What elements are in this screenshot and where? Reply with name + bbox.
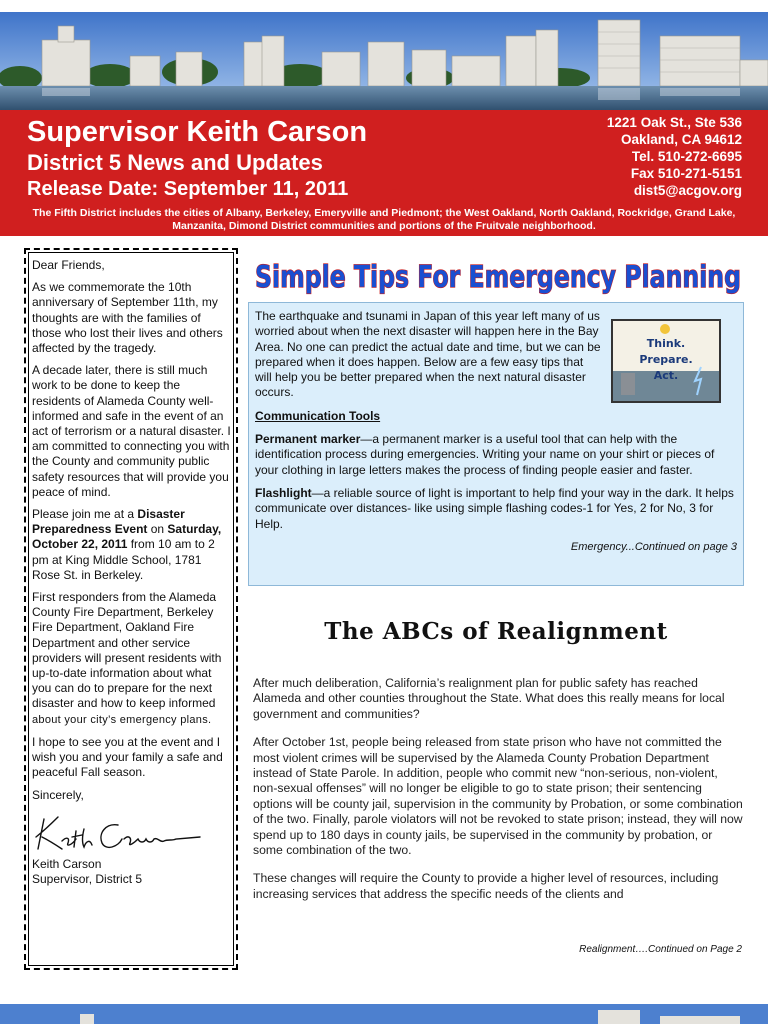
letter-greeting: Dear Friends, [32, 258, 105, 272]
tip-flashlight [255, 486, 737, 532]
contact-email[interactable]: dist5@acgov.org [633, 183, 742, 198]
contact-address-line2: Oakland, CA 94612 [620, 132, 742, 147]
letter-text: First responders from the Alameda County Fire Department, Berkeley Fire Department, Oakland Fire Department and other service providers will present residents with up-to-date information about what you can do to prepare for the next disaster and how to keep informed [32, 590, 222, 711]
letter-paragraph: As we commemorate the 10th anniversary of September 11th, my thoughts are with the families of those who lost their lives and others affected by the tragedy. [32, 280, 223, 356]
tip-permanent-marker [255, 432, 737, 478]
image-caption: Think. [646, 337, 686, 350]
event-date: Saturday, October 22, 2011 [32, 522, 222, 552]
tip-text: —a permanent marker is a useful tool that can help with the identification process during emergencies. Writing your name on your shirt or pieces of your clothing in large letters makes the process of finding people easier and faster. [255, 432, 715, 477]
district-description: The Fifth District includes the cities of Albany, Berkeley, Emeryville and Piedmont; the West Oakland, North Oakland, Rockridge, Grand Lake, Manzanita, Dimond District communities and portions of the Fruitvale neighborhood. [32, 207, 736, 232]
newsletter-subtitle: District 5 News and Updates [27, 150, 323, 175]
tip-label: Permanent marker [255, 432, 361, 447]
contact-address-line1: 1221 Oak St., Ste 536 [606, 115, 742, 130]
tips-title [252, 250, 744, 298]
letter-closing: Sincerely, [32, 787, 84, 802]
letter-paragraph: I hope to see you at the event and I wish you and your family a safe and peaceful Fall season. [32, 734, 223, 780]
signer-name: Keith Carson [32, 856, 102, 871]
supervisor-letter [24, 248, 238, 970]
realignment-article [253, 676, 743, 915]
letter-event-paragraph [32, 507, 231, 583]
contact-fax: Fax 510-271-5151 [630, 166, 742, 181]
letter-text: on [147, 522, 168, 537]
newsletter-title: Supervisor Keith Carson [27, 116, 368, 148]
contact-phone: Tel. 510-272-6695 [631, 149, 742, 164]
image-caption: Act. [653, 369, 679, 382]
tip-text: —a reliable source of light is important to help find your way in the dark. It helps communicate over distances- like using simple flashing codes-1 for Yes, 2 for No, 3 for Help. [255, 485, 734, 531]
realignment-title: The ABCs of Realignment [324, 618, 668, 645]
tips-title-text: Simple Tips For Emergency Planning [255, 260, 741, 295]
header-bar [0, 110, 768, 236]
letter-text-small: about your city’s emergency plans. [32, 713, 212, 726]
contact-block [607, 114, 742, 199]
tips-continued-link[interactable]: Emergency...Continued on page 3 [570, 540, 737, 553]
letter-text: Please join me at a [32, 507, 138, 522]
article-paragraph: After October 1st, people being released from state prison who have not committed the most violent crimes will be supervised by the Alameda County Probation Department instead of State Parole. In addition, people who commit new “non-serious, non-violent, non-sexual offenses” will no longer be eligible to go to state prison; their sentencing options will be county jail, supervision in the community by Probation, or some combination of the two. Finally, parole violators will not be revoked to state prison; instead, they will now spend up to 180 days in county jails, be supervised in the community by probation, or some combination of the two. [253, 735, 743, 858]
letter-paragraph [32, 590, 231, 728]
article-paragraph: These changes will require the County to provide a higher level of resources, including increasing services that address the specific needs of the clients and [253, 871, 719, 901]
signer-title: Supervisor, District 5 [32, 871, 143, 886]
release-date: Release Date: September 11, 2011 [27, 178, 349, 200]
skyline-banner-bottom [0, 1004, 768, 1024]
realignment-continued-link[interactable]: Realignment….Continued on Page 2 [579, 944, 742, 955]
article-paragraph: After much deliberation, California’s realignment plan for public safety has reached Alameda and other counties throughout the State. What does this really means for local government and communities? [253, 676, 725, 721]
tips-intro: The earthquake and tsunami in Japan of this year left many of us worried about when the next disaster will happen here in the Bay Area. No one can predict the actual date and time, but we can be prepared when it does happen. Below are a few easy tips that will help you be better prepared when the next natural disaster occurs. [255, 309, 601, 400]
event-name: Disaster Preparedness Event [32, 507, 185, 537]
skyline-banner-top [0, 12, 768, 110]
letter-text: from 10 am to 2 pm at King Middle School, 1781 Rose St. in Berkeley. [32, 537, 215, 582]
letter-paragraph: A decade later, there is still much work to be done to keep the residents of Alameda County well-informed and safe in the event of an act of terrorism or a natural disaster. I am committed to connecting you with the County and community public safety resources that will provide you peace of mind. [32, 363, 231, 499]
image-caption: Prepare. [639, 353, 693, 366]
think-prepare-act-image [611, 319, 721, 403]
tip-label: Flashlight [255, 485, 312, 500]
signature-image [32, 811, 202, 855]
emergency-tips-box [248, 302, 744, 586]
communication-tools-heading: Communication Tools [255, 408, 381, 423]
